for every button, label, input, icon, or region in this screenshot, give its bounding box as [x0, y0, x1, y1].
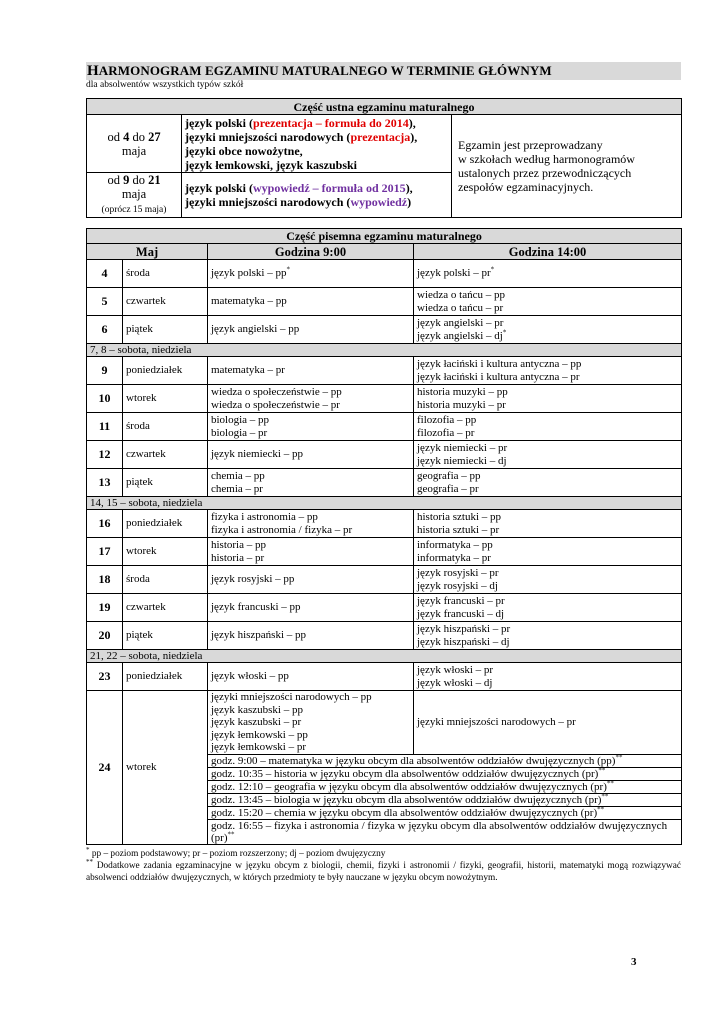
subject-text: język kaszubski – pp — [211, 703, 303, 716]
oral-exam-table — [86, 98, 682, 218]
afternoon-subjects — [414, 566, 682, 594]
weekday: piątek — [123, 316, 208, 344]
subject-text: język rosyjski – pp — [211, 573, 295, 586]
bilingual-exam-text: godz. 10:35 – historia w języku obcym dla absolwentów oddziałów dwujęzycznych (pr) — [211, 767, 599, 780]
subject-text: język polski – pr — [417, 267, 491, 280]
subject-text: informatyka – pr — [417, 551, 491, 564]
subject-line — [417, 677, 678, 690]
subject-text: język rosyjski – dj — [417, 579, 498, 592]
subject-text: wiedza o społeczeństwie – pr — [211, 398, 340, 411]
footnote-text: pp – poziom podstawowy; pr – poziom rozszerzony; dj – poziom dwujęzyczny — [89, 848, 386, 859]
afternoon-subjects — [414, 441, 682, 469]
subject-text: ), — [405, 181, 413, 195]
weekend-label: 14, 15 – sobota, niedziela — [87, 497, 682, 510]
exam-day-row — [87, 316, 682, 344]
subject-line — [417, 327, 678, 343]
subject-text: historia sztuki – pp — [417, 511, 502, 523]
subject-text: język niemiecki – pr — [417, 442, 508, 454]
subject-line — [417, 358, 678, 371]
subject-line — [211, 704, 410, 717]
exam-day-row — [87, 510, 682, 538]
footnote-mark: * — [490, 265, 495, 274]
morning-subjects — [208, 413, 414, 441]
subject-variant: prezentacja — [350, 129, 411, 144]
footnote-2 — [86, 857, 681, 884]
day-number: 18 — [87, 566, 123, 594]
page-number: 3 — [631, 956, 637, 968]
afternoon-subjects — [414, 469, 682, 497]
written-header: Część pisemna egzaminu maturalnego — [87, 229, 682, 244]
day-number: 11 — [87, 413, 123, 441]
note-line: w szkołach według harmonogramów — [458, 152, 635, 166]
footnote-mark: ** — [601, 791, 609, 800]
subject-text: informatyka – pp — [417, 539, 493, 551]
morning-subjects — [208, 357, 414, 385]
day-number: 23 — [87, 663, 123, 691]
day-number: 10 — [87, 385, 123, 413]
oral-subjects-1 — [182, 115, 452, 173]
subject-text: język francuski – dj — [417, 607, 505, 620]
weekday: czwartek — [123, 441, 208, 469]
footnote-mark: * — [502, 327, 507, 336]
subject-line — [211, 386, 410, 399]
day-number: 5 — [87, 288, 123, 316]
bilingual-exam-text: godz. 9:00 – matematyka w języku obcym dla absolwentów oddziałów dwujęzycznych (pp) — [211, 754, 616, 767]
subject-line — [211, 716, 410, 729]
subject-text: język włoski – pp — [211, 670, 289, 683]
document-subtitle: dla absolwentów wszystkich typów szkół — [86, 80, 244, 90]
subject-text: język polski – pp — [211, 267, 287, 280]
day-number: 16 — [87, 510, 123, 538]
date-month: maja — [121, 143, 147, 158]
bilingual-exam — [208, 819, 682, 844]
subject-text: języki mniejszości narodowych – pr — [417, 716, 576, 728]
exam-day-row — [87, 413, 682, 441]
day-number: 17 — [87, 538, 123, 566]
subject-line — [417, 289, 678, 302]
morning-subjects — [208, 663, 414, 691]
bilingual-exam — [208, 806, 682, 819]
date-month: maja — [121, 187, 147, 201]
subject-text: filozofia – pp — [417, 414, 477, 426]
subject-line — [211, 670, 410, 683]
subject-line — [417, 623, 678, 636]
weekend-label: 21, 22 – sobota, niedziela — [87, 650, 682, 663]
subject-text: język łaciński i kultura antyczna – pr — [417, 370, 580, 383]
subject-text: języki mniejszości narodowych – pp — [211, 691, 372, 703]
subject-text: wiedza o tańcu – pp — [417, 289, 505, 301]
subject-text: język łemkowski – pr — [211, 741, 307, 753]
subject-line — [417, 552, 678, 565]
subject-text: języki mniejszości narodowych ( — [185, 129, 351, 144]
subject-line — [417, 470, 678, 483]
weekday: piątek — [123, 622, 208, 650]
date-day: 9 — [123, 173, 130, 187]
subject-line — [211, 573, 410, 586]
date-text: od — [107, 129, 124, 144]
date-text: do — [129, 173, 149, 187]
subject-line — [211, 729, 410, 742]
subject-text: chemia – pr — [211, 482, 263, 495]
subject-line — [211, 741, 410, 754]
subject-line — [211, 448, 410, 461]
oral-header: Część ustna egzaminu maturalnego — [87, 99, 682, 115]
subject-line — [417, 539, 678, 552]
date-day: 27 — [148, 129, 161, 144]
subject-text: matematyka – pr — [211, 364, 285, 377]
weekday: środa — [123, 260, 208, 288]
afternoon-subjects — [414, 622, 682, 650]
morning-subjects — [208, 594, 414, 622]
bilingual-exam-text: godz. 12:10 – geografia w języku obcym dla absolwentów oddziałów dwujęzycznych (pr) — [211, 780, 607, 793]
day-number: 20 — [87, 622, 123, 650]
subject-text: język hiszpański – pr — [417, 623, 511, 635]
note-line: Egzamin jest przeprowadzany — [458, 138, 603, 152]
subject-line — [417, 483, 678, 496]
subject-variant: wypowiedź — [350, 195, 408, 209]
morning-subjects — [208, 622, 414, 650]
weekend-label: 7, 8 – sobota, niedziela — [87, 344, 682, 357]
subject-text: język niemiecki – dj — [417, 454, 507, 467]
day-number: 24 — [87, 691, 123, 845]
footnote-mark: ** — [606, 778, 614, 787]
morning-subjects — [208, 510, 414, 538]
subject-line — [211, 295, 410, 308]
note-line: zespołów egzaminacyjnych. — [458, 180, 594, 194]
date-day: 21 — [148, 173, 161, 187]
col-2pm: Godzina 14:00 — [414, 244, 682, 260]
weekday: środa — [123, 566, 208, 594]
weekday: poniedziałek — [123, 663, 208, 691]
oral-note — [452, 115, 682, 218]
exam-day-row — [87, 566, 682, 594]
morning-subjects — [208, 538, 414, 566]
subject-variant: wypowiedź – formuła od 2015 — [253, 181, 406, 195]
footnote-mark: * — [286, 265, 290, 274]
footnote-mark: ** — [597, 804, 605, 813]
exam-day-row — [87, 385, 682, 413]
morning-subjects — [208, 566, 414, 594]
weekend-row — [87, 344, 682, 357]
weekday: środa — [123, 413, 208, 441]
subject-line — [417, 567, 678, 580]
date-exception: (oprócz 15 maja) — [101, 205, 167, 215]
morning-subjects — [208, 288, 414, 316]
subject-text: matematyka – pp — [211, 295, 287, 308]
subject-line — [211, 323, 410, 336]
morning-subjects — [208, 260, 414, 288]
subject-text: wiedza o społeczeństwie – pp — [211, 386, 342, 398]
morning-subjects — [208, 441, 414, 469]
title-text: ARMONOGRAM EGZAMINU MATURALNEGO W TERMINIE GŁÓWNYM — [98, 63, 552, 78]
subject-line — [417, 302, 678, 315]
exam-day-row — [87, 260, 682, 288]
exam-day-row — [87, 469, 682, 497]
footnote-mark: ** — [227, 829, 235, 838]
afternoon-subjects — [414, 663, 682, 691]
afternoon-subjects — [414, 288, 682, 316]
afternoon-subjects — [414, 510, 682, 538]
day-number: 6 — [87, 316, 123, 344]
afternoon-subjects — [414, 316, 682, 344]
subject-line — [417, 317, 678, 330]
bilingual-exam — [208, 793, 682, 806]
subject-line — [211, 601, 410, 614]
weekday: czwartek — [123, 288, 208, 316]
subject-text: języki mniejszości narodowych ( — [185, 195, 351, 209]
subject-text: język łemkowski – pp — [211, 728, 308, 741]
subject-text: język hiszpański – dj — [417, 635, 510, 648]
col-9am: Godzina 9:00 — [208, 244, 414, 260]
oral-subjects-2 — [182, 173, 452, 218]
footnote-mark: ** — [86, 857, 93, 866]
subject-text: język kaszubski – pr — [211, 716, 302, 728]
bilingual-exam-text: godz. 15:20 – chemia w języku obcym dla absolwentów oddziałów dwujęzycznych (pr) — [211, 806, 598, 819]
weekday: poniedziałek — [123, 510, 208, 538]
document-page — [86, 62, 681, 884]
subject-line — [211, 511, 410, 524]
subject-text: język niemiecki – pp — [211, 448, 303, 461]
weekday: czwartek — [123, 594, 208, 622]
weekday: wtorek — [123, 385, 208, 413]
subject-variant: prezentacja – formuła do 2014 — [253, 115, 409, 130]
subject-line — [417, 608, 678, 621]
footnote-text: Dodatkowe zadania egzaminacyjne w języku obcym z biologii, chemii, fizyki i astronomii / fizyki, geografii, historii, matematyki mogą rozwiązywać absolwenci oddziałów dwujęzycznych, w których przedmioty te były nauczane w języku obcym nowożytnym. — [86, 860, 681, 883]
subject-line — [211, 427, 410, 440]
exam-day-row — [87, 288, 682, 316]
subject-text: biologia – pr — [211, 426, 268, 439]
subject-line — [417, 595, 678, 608]
morning-subjects — [208, 385, 414, 413]
subject-line — [417, 511, 678, 524]
subject-text: filozofia – pr — [417, 426, 475, 439]
weekday: wtorek — [123, 691, 208, 845]
subject-text: język rosyjski – pr — [417, 567, 499, 579]
subject-text: ), — [410, 129, 418, 144]
exam-day-row — [87, 594, 682, 622]
subject-text: język francuski – pp — [211, 601, 301, 614]
subject-text: historia sztuki – pr — [417, 523, 500, 536]
written-exam-table — [86, 228, 682, 845]
subject-text: geografia – pp — [417, 470, 481, 482]
subject-text: język hiszpański – pp — [211, 629, 307, 642]
exam-day-row — [87, 691, 682, 755]
day-number: 9 — [87, 357, 123, 385]
weekday: poniedziałek — [123, 357, 208, 385]
subject-text: język francuski – pr — [417, 595, 505, 607]
date-text: od — [107, 173, 124, 187]
subject-text: język łaciński i kultura antyczna – pp — [417, 358, 582, 370]
subject-text: języki obce nowożytne, — [185, 143, 303, 158]
footnote-1 — [86, 845, 681, 860]
subject-line — [211, 629, 410, 642]
footnote-mark: ** — [615, 752, 623, 761]
subject-line — [417, 664, 678, 677]
subject-text: język włoski – dj — [417, 676, 493, 689]
footnotes — [86, 845, 681, 884]
subject-line — [417, 455, 678, 468]
note-line: ustalonych przez przewodniczących — [458, 166, 632, 180]
subject-line — [211, 470, 410, 483]
subject-line — [417, 580, 678, 593]
subject-line — [211, 524, 410, 537]
afternoon-subjects — [414, 594, 682, 622]
subject-text: historia – pp — [211, 539, 266, 551]
weekend-row — [87, 650, 682, 663]
subject-text: chemia – pp — [211, 470, 265, 482]
subject-line — [211, 267, 410, 280]
day-number: 12 — [87, 441, 123, 469]
afternoon-subjects — [414, 413, 682, 441]
exam-day-row — [87, 441, 682, 469]
weekend-row — [87, 497, 682, 510]
subject-text: historia muzyki – pr — [417, 398, 506, 411]
subject-text: język angielski – pp — [211, 323, 300, 336]
subject-line — [417, 371, 678, 384]
subject-text: historia muzyki – pp — [417, 386, 508, 398]
subject-line — [211, 483, 410, 496]
afternoon-subjects — [414, 538, 682, 566]
footnote-mark: * — [86, 845, 90, 854]
subject-line — [211, 399, 410, 412]
subject-line — [417, 524, 678, 537]
subject-line — [417, 716, 678, 729]
subject-text: język polski ( — [185, 115, 254, 130]
subject-line — [417, 267, 678, 280]
subject-text: ) — [407, 195, 412, 209]
subject-text: wiedza o tańcu – pr — [417, 301, 504, 314]
subject-line — [417, 442, 678, 455]
subject-line — [417, 427, 678, 440]
afternoon-subjects — [414, 357, 682, 385]
subject-text: język włoski – pr — [417, 664, 494, 676]
subject-line — [211, 552, 410, 565]
footnote-mark: ** — [598, 765, 606, 774]
subject-line — [417, 399, 678, 412]
day-number: 13 — [87, 469, 123, 497]
bilingual-exam — [208, 754, 682, 767]
weekday: wtorek — [123, 538, 208, 566]
oral-date-2 — [87, 173, 182, 218]
subject-text: język łemkowski, język kaszubski — [185, 157, 358, 172]
subject-line — [211, 414, 410, 427]
day-number: 4 — [87, 260, 123, 288]
subject-line — [211, 364, 410, 377]
subject-text: ), — [408, 115, 416, 130]
exam-day-row — [87, 622, 682, 650]
day-number: 19 — [87, 594, 123, 622]
subject-text: geografia – pr — [417, 482, 479, 495]
subject-line — [417, 386, 678, 399]
subject-text: historia – pr — [211, 551, 265, 564]
bilingual-exam-text: godz. 13:45 – biologia w języku obcym dla absolwentów oddziałów dwujęzycznych (pr) — [211, 793, 602, 806]
afternoon-subjects — [414, 260, 682, 288]
exam-day-row — [87, 663, 682, 691]
subject-line — [417, 414, 678, 427]
date-text: do — [129, 129, 149, 144]
oral-date-1 — [87, 115, 182, 173]
subject-text: język angielski – pr — [417, 317, 504, 329]
subject-text: język polski ( — [185, 181, 254, 195]
subject-line — [417, 636, 678, 649]
morning-subjects — [208, 316, 414, 344]
subject-text: język angielski – dj — [417, 329, 503, 342]
weekday: piątek — [123, 469, 208, 497]
date-day: 4 — [123, 129, 130, 144]
exam-day-row — [87, 357, 682, 385]
morning-subjects — [208, 691, 414, 755]
col-month: Maj — [87, 244, 208, 260]
exam-day-row — [87, 538, 682, 566]
subject-text: fizyka i astronomia / fizyka – pr — [211, 523, 353, 536]
subject-line — [211, 539, 410, 552]
morning-subjects — [208, 469, 414, 497]
subject-text: biologia – pp — [211, 414, 270, 426]
title-first-letter: H — [87, 63, 99, 79]
bilingual-exam — [208, 780, 682, 793]
afternoon-subjects — [414, 691, 682, 755]
document-title — [86, 62, 681, 80]
subject-line — [211, 691, 410, 704]
subject-text: fizyka i astronomia – pp — [211, 511, 318, 523]
afternoon-subjects — [414, 385, 682, 413]
bilingual-exam-text: godz. 16:55 – fizyka i astronomia / fizyka w języku obcym dla absolwentów oddziałów dwujęzycznych (pr) — [211, 819, 668, 844]
